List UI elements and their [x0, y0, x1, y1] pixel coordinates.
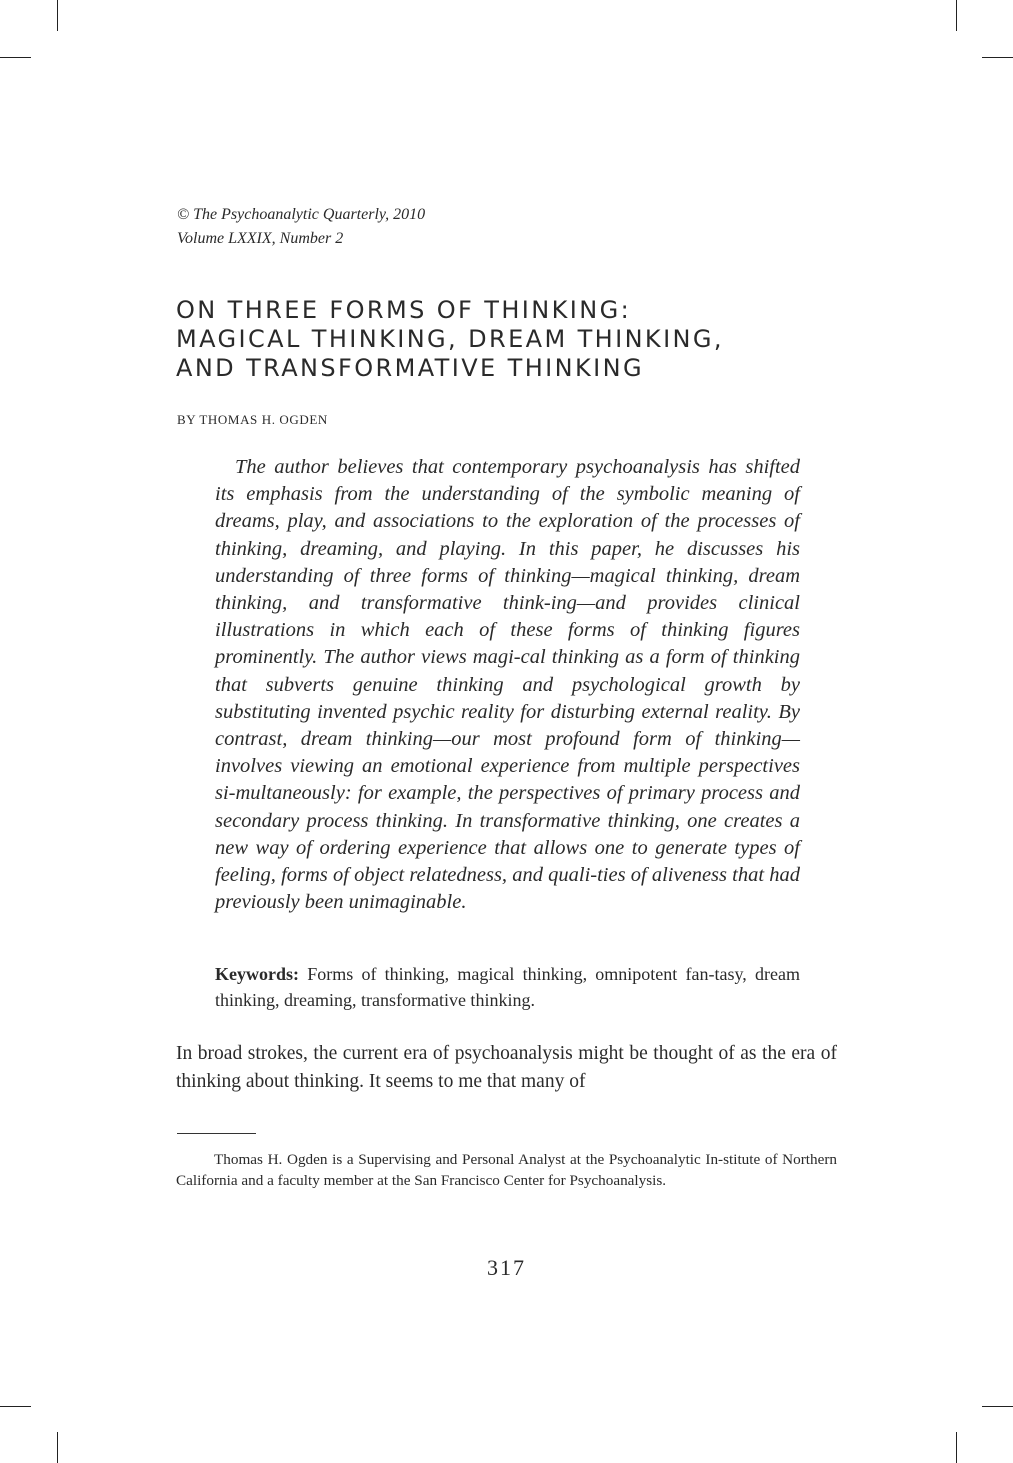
keywords-label: Keywords: [215, 964, 299, 984]
abstract: The author believes that contemporary psychoanalysis has shifted its emphasis from the understanding of the symbolic meaning of dreams, play, and associations to the exploration of the processes of thinking, dreaming, and playing. In this paper, he discusses his understanding of three forms of thinking—magical thinking, dream thinking, and transformative think-ing—and provides clinical illustrations in which each of these forms of thinking figures prominently. The author views magi-cal thinking as a form of thinking that subverts genuine thinking and psychological growth by substituting invented psychic reality for disturbing external reality. By contrast, dream thinking—our most profound form of thinking—involves viewing an emotional experience from multiple perspectives si-multaneously: for example, the perspectives of primary process and secondary process thinking. In transformative thinking, one creates a new way of ordering experience that allows one to generate types of feeling, forms of object relatedness, and quali-ties of aliveness that had previously been unimaginable. [215, 456, 800, 914]
keywords-text: Forms of thinking, magical thinking, omnipotent fan-tasy, dream thinking, dreaming, transformative thinking. [215, 964, 800, 1010]
crop-mark [57, 1432, 58, 1463]
journal-volume: Volume LXXIX, Number 2 [177, 230, 344, 247]
body-paragraph: In broad strokes, the current era of psychoanalysis might be thought of as the era of thinking about thinking. It seems to me that many of [176, 1043, 837, 1092]
title-line: MAGICAL THINKING, DREAM THINKING, [176, 325, 724, 353]
journal-info [177, 203, 425, 251]
crop-mark [982, 1406, 1013, 1407]
crop-mark [956, 1432, 957, 1463]
page-number: 317 [487, 1255, 526, 1280]
title-line: AND TRANSFORMATIVE THINKING [176, 354, 644, 382]
crop-mark [0, 1406, 31, 1407]
footnote: Thomas H. Ogden is a Supervising and Personal Analyst at the Psychoanalytic In-stitute of Northern California and a faculty member at the San Francisco Center for Psychoanalysis. [176, 1151, 837, 1189]
crop-mark [57, 0, 58, 31]
footnote-rule [177, 1133, 256, 1134]
keywords [215, 961, 800, 1013]
crop-mark [982, 57, 1013, 58]
crop-mark [956, 0, 957, 31]
title-line: ON THREE FORMS OF THINKING: [176, 296, 632, 324]
article-title [176, 296, 856, 383]
author-byline: BY THOMAS H. OGDEN [177, 412, 328, 427]
crop-mark [0, 57, 31, 58]
journal-name: © The Psychoanalytic Quarterly, 2010 [177, 206, 426, 223]
